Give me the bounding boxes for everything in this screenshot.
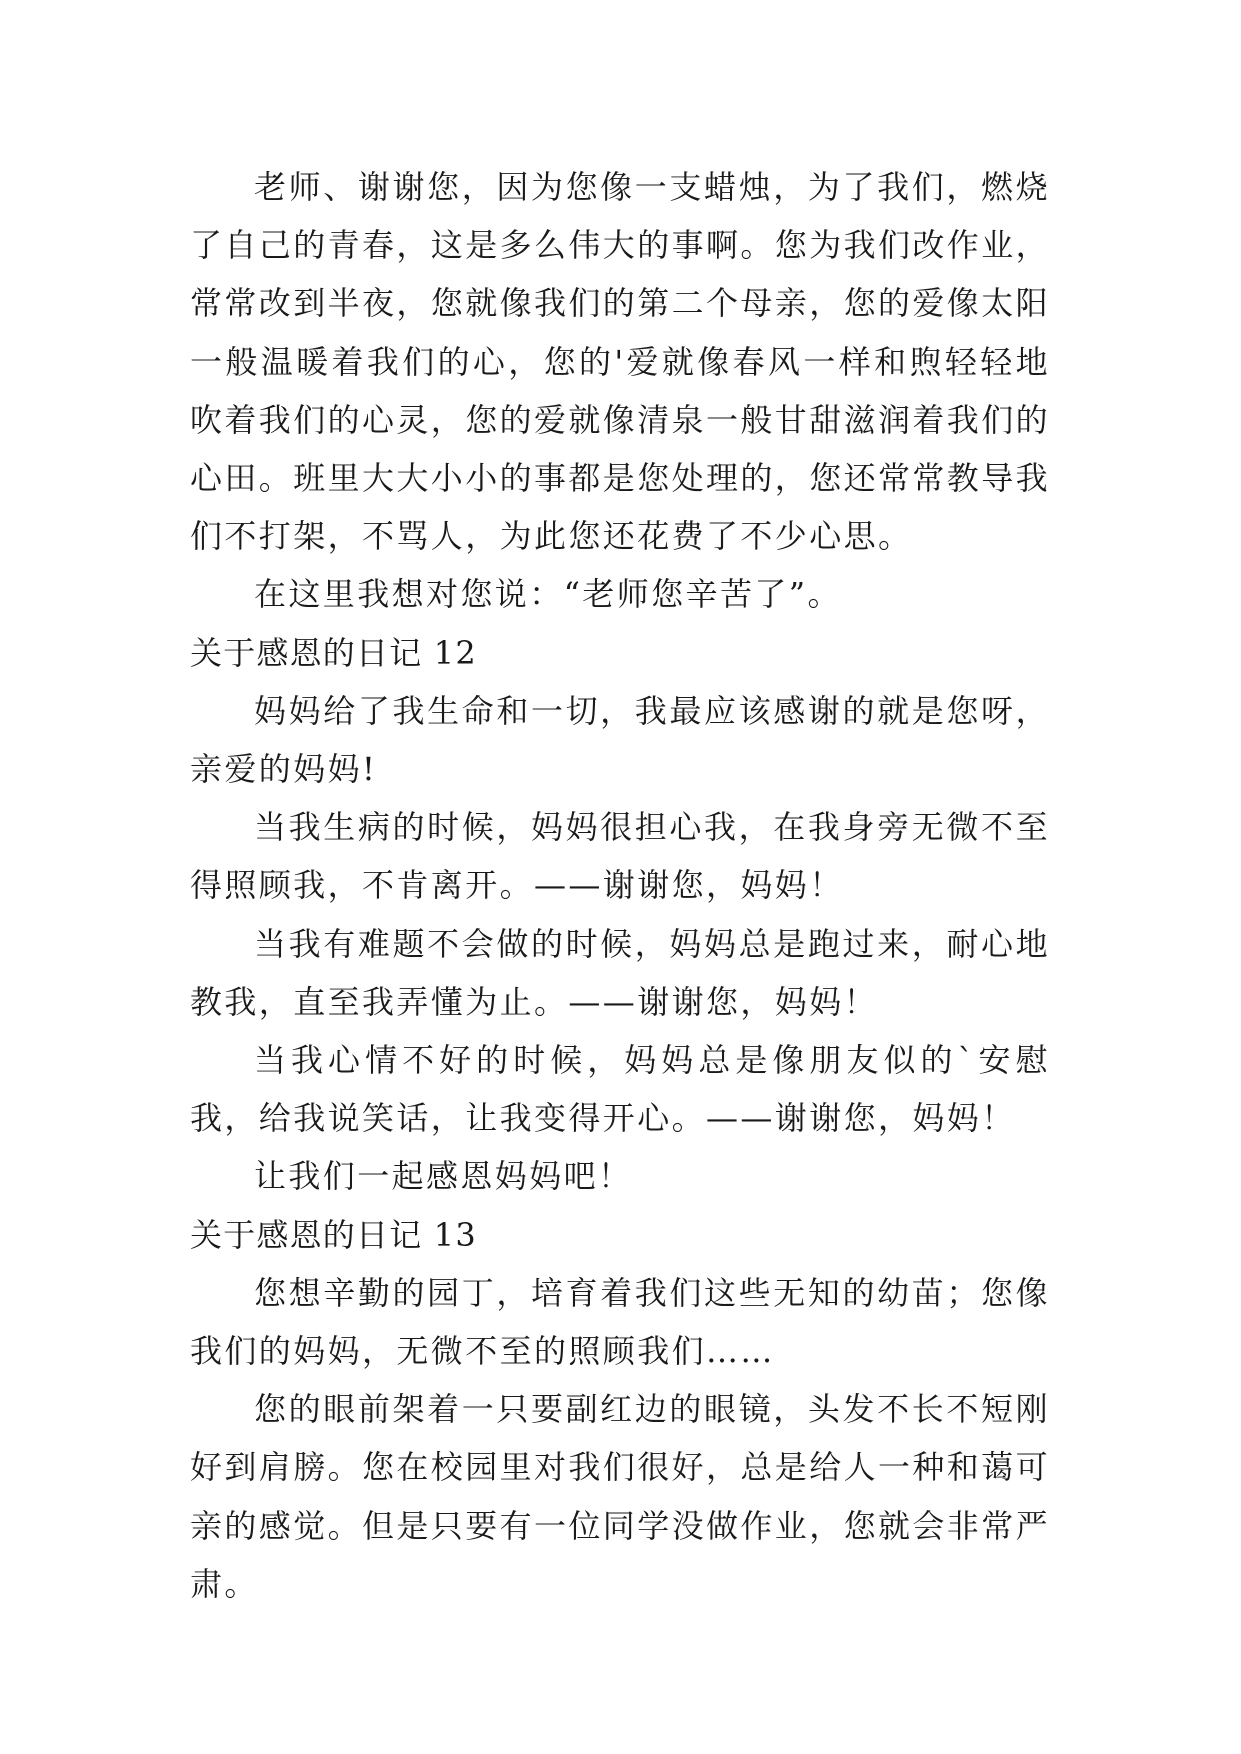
- paragraph-teacher-candle: 老师、谢谢您，因为您像一支蜡烛，为了我们，燃烧了自己的青春，这是多么伟大的事啊。您为我们改作业，常常改到半夜，您就像我们的第二个母亲，您的爱像太阳一般温暖着我们的心，您的'爱就像春风一样和煦轻轻地吹着我们的心灵，您的爱就像清泉一般甘甜滋润着我们的心田。班里大大小小的事都是您处理的，您还常常教导我们不打架，不骂人，为此您还花费了不少心思。: [190, 168, 1051, 556]
- paragraph-thanks-teacher: 在这里我想对您说：“老师您辛苦了”。: [254, 575, 842, 614]
- document-page: [190, 158, 1050, 1613]
- paragraph-gardener: 您想辛勤的园丁，培育着我们这些无知的幼苗；您像我们的妈妈，无微不至的照顾我们……: [190, 1273, 1050, 1371]
- paragraph-glasses: 您的眼前架着一只要副红边的眼镜，头发不长不短刚好到肩膀。您在校园里对我们很好，总是给人一种和蔼可亲的感觉。但是只要有一位同学没做作业，您就会非常严肃。: [190, 1390, 1051, 1603]
- paragraph-let-us-thank: 让我们一起感恩妈妈吧！: [254, 1157, 633, 1196]
- paragraph-bad-mood: 当我心情不好的时候，妈妈总是像朋友似的`安慰我，给我说笑话，让我变得开心。——谢谢您，妈妈！: [190, 1041, 1050, 1138]
- section-heading-13: 关于感恩的日记 13: [190, 1215, 477, 1254]
- paragraph-mother-gift: 妈妈给了我生命和一切，我最应该感谢的就是您呀，亲爱的妈妈!: [190, 691, 1050, 789]
- section-heading-12: 关于感恩的日记 12: [190, 633, 477, 672]
- paragraph-when-sick: 当我生病的时候，妈妈很担心我，在我身旁无微不至得照顾我，不肯离开。——谢谢您，妈妈！: [190, 808, 1050, 905]
- paragraph-hard-problem: 当我有难题不会做的时候，妈妈总是跑过来，耐心地教我，直至我弄懂为止。——谢谢您，妈妈！: [190, 924, 1050, 1021]
